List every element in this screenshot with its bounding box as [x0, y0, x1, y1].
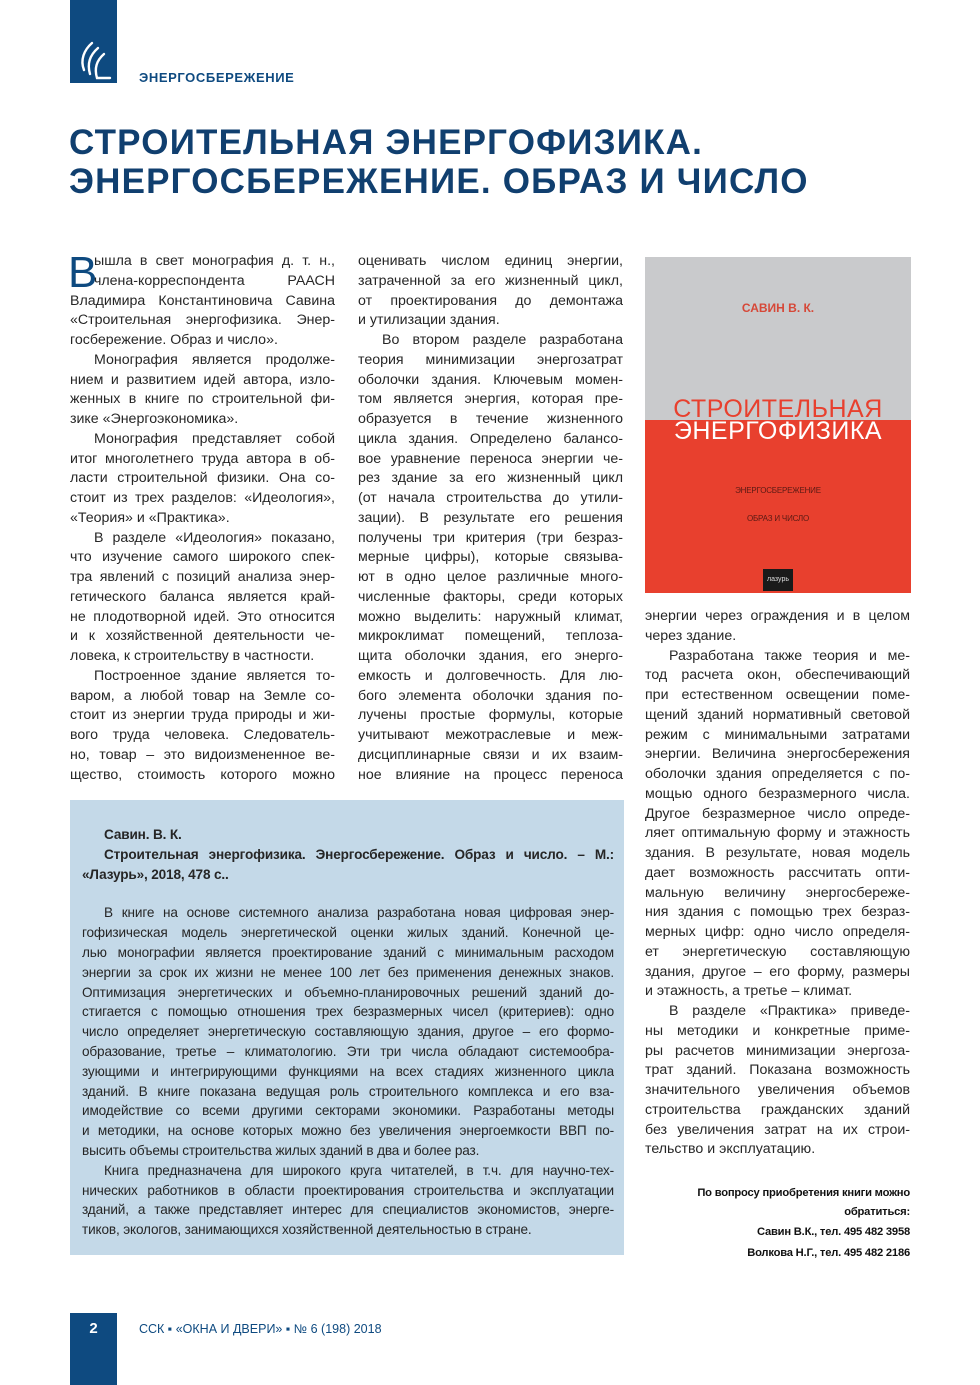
book-description-line: зданий. В книге показана ведущая роль строительного комплекса и его вза-	[82, 1083, 614, 1099]
book-cover-image	[645, 257, 911, 593]
book-citation-line: Строительная энергофизика. Энергосбережение. Образ и число. – М.:	[104, 846, 614, 862]
text-line: ния здания с помощью трех безраз-	[645, 904, 910, 921]
text-line: Владимира Константиновича Савина	[70, 292, 335, 309]
text-line: здания, другое – его форму, размеры	[645, 963, 910, 980]
logo-block	[70, 0, 117, 83]
text-line: мощью одного безразмерного числа.	[645, 785, 910, 802]
text-line: численные факторы, среди которых	[358, 588, 623, 605]
text-line: здания. В результате, новая модель	[645, 845, 910, 861]
text-line: получены три критерия (три безраз-	[358, 529, 623, 546]
book-description-line: энергии за срок их жизни не менее 100 лет без применения денежных знаков.	[82, 964, 614, 980]
text-line: энергии. Величина энергосбережения	[645, 746, 910, 763]
book-description-line: имодействие со всеми другими секторами экономики. Разработаны методы	[82, 1103, 614, 1119]
text-line: «Строительная энергофизика. Энер-	[70, 312, 335, 329]
text-line: ышла в свет монография д. т. н.,	[94, 253, 335, 269]
text-column-1	[68, 248, 335, 785]
book-description-line: число определяет энергетическую составляющую здания, другое – его формо-	[82, 1024, 614, 1040]
book-description-line: высить объемы строительства жилых зданий в два и более раз.	[82, 1142, 480, 1158]
purchase-contacts	[697, 1184, 910, 1262]
text-line: тельство и эксплуатацию.	[645, 1141, 816, 1158]
drop-cap: В	[68, 248, 98, 297]
text-line: лучены простые формулы, которые	[358, 707, 623, 724]
book-description-line: Книга предназначена для широкого круга читателей, в т.ч. для научно-тех-	[104, 1162, 614, 1178]
book-description-line: В книге на основе системного анализа разработана новая цифровая энер-	[104, 905, 614, 921]
text-line: гетического баланса является край-	[70, 588, 335, 605]
text-line: при естественном освещении поме-	[645, 687, 910, 703]
text-line: зике «Энергоэкономика».	[70, 411, 239, 427]
book-description-line: и методики, на основе которых можно без увеличения энергоемкости ВВП по-	[82, 1123, 614, 1139]
text-line: ны методики и конкретные приме-	[645, 1022, 910, 1039]
text-line: через здание.	[645, 627, 737, 644]
text-line: режим с минимальными затратами	[645, 726, 910, 743]
book-description-line: гофизическая модель энергетической оценки жилых зданий. Конечной це-	[82, 925, 614, 941]
text-line: значительного увеличения объемов	[645, 1082, 910, 1098]
text-line: тра явлений с позиций анализа энер-	[70, 569, 335, 585]
book-description-line: зданий, а также представляет интерес для специалистов экономистов, энерге-	[82, 1202, 614, 1218]
text-line: Монография представляет собой	[94, 430, 335, 447]
footer-issue-info: ССК ▪ «ОКНА И ДВЕРИ» ▪ № 6 (198) 2018	[139, 1322, 382, 1336]
text-line: затраченной за его жизненный цикл,	[358, 272, 623, 289]
curved-lines-logo-icon	[70, 0, 117, 83]
text-line: зации). В результате его решения	[358, 509, 623, 526]
text-line: госбережение. Образ и число».	[70, 332, 278, 348]
book-description-line: нических работников в области проектирования строительства и эксплуатации	[82, 1182, 614, 1198]
book-description-line: тиков, экологов, занимающихся хозяйственной деятельностью в стране.	[82, 1222, 532, 1238]
contacts-line: По вопросу приобретения книги можно	[697, 1187, 910, 1199]
page-number: 2	[89, 1320, 98, 1337]
text-line: можно выделить: наружный климат,	[358, 608, 623, 625]
book-info-box	[70, 800, 624, 1255]
book-description-line: зующими и интегрирующими функциями на всех стадиях жизненного цикла	[82, 1063, 614, 1079]
text-line: Разработана также теория и ме-	[669, 647, 910, 664]
book-citation-line: Савин. В. К.	[104, 827, 182, 842]
text-line: «Теория» и «Практика».	[70, 509, 230, 526]
text-line: тод расчета окон, обеспечивающий	[645, 667, 910, 684]
contacts-line: обратиться:	[844, 1205, 910, 1218]
book-info-text	[82, 825, 614, 1240]
text-line: без увеличения затрат на их строи-	[645, 1121, 910, 1138]
text-line: (от начала строительства до утили-	[358, 490, 623, 506]
text-line: оценивать числом единиц энергии,	[358, 253, 623, 269]
text-line: итог многолетнего труда автора в об-	[70, 450, 335, 467]
text-line: ловека, к строительству в частности.	[70, 648, 315, 664]
text-line: стоит из энергии труда природы и жи-	[70, 707, 335, 724]
text-line: энергии через ограждения и в целом	[645, 608, 910, 624]
text-line: теория минимизации энергозатрат	[358, 351, 623, 368]
text-line: емкость и долговечность. Для лю-	[358, 667, 623, 684]
text-line: но, товар – это видоизмененное ве-	[70, 746, 335, 763]
text-line: микроклимат помещений, теплоза-	[358, 628, 623, 645]
text-line: рез здание за его жизненный цикл	[358, 470, 623, 487]
text-line: оболочки здания. Ключевым момен-	[358, 371, 623, 388]
text-line: учитывают межотраслевые и меж-	[358, 727, 623, 743]
text-line: В разделе «Идеология» показано,	[94, 529, 335, 546]
text-line: Другое безразмерное число опреде-	[645, 805, 910, 822]
book-description-line: лью монографии является проектирование зданий с минимальным расходом	[82, 944, 614, 960]
cover-author: САВИН В. К.	[741, 301, 815, 315]
text-line: женных в книге по строительной фи-	[70, 391, 335, 408]
text-line: что изучение самого широкого спек-	[70, 549, 335, 566]
cover-publisher: лазурь	[763, 569, 793, 591]
text-line: ют в одно целое различные много-	[358, 569, 623, 585]
contact-volkova: Волкова Н.Г., тел. 495 482 2186	[747, 1246, 910, 1259]
text-line: ры расчетов минимизации энергоза-	[645, 1042, 910, 1059]
book-description-line: стигается с помощью отношения трех безразмерных чисел (критериев): одно	[82, 1004, 614, 1020]
article-title-line-2: ЭНЕРГОСБЕРЕЖЕНИЕ. ОБРАЗ И ЧИСЛО	[69, 162, 809, 201]
section-label: ЭНЕРГОСБЕРЕЖЕНИЕ	[139, 70, 295, 85]
cover-title-2: ЭНЕРГОФИЗИКА	[673, 417, 883, 445]
text-line: щита оболочки здания, его энерго-	[358, 648, 623, 664]
text-line: щество, стоимость которого можно	[70, 766, 335, 783]
text-line: том является энергия, которая пре-	[358, 391, 623, 408]
cover-subtitle-1: ЭНЕРГОСБЕРЕЖЕНИЕ	[735, 486, 821, 495]
book-citation-line: «Лазурь», 2018, 478 с..	[82, 866, 229, 882]
text-line: и утилизации здания.	[358, 312, 500, 329]
article-title-line-1: СТРОИТЕЛЬНАЯ ЭНЕРГОФИЗИКА.	[69, 123, 704, 162]
text-line: дает возможность рассчитать опти-	[645, 864, 910, 881]
text-line: мерных цифр: одно число определя-	[645, 924, 910, 940]
text-line: дисциплинарные связи и их взаим-	[358, 746, 623, 763]
text-line: бого элемента оболочки здания по-	[358, 687, 623, 704]
text-line: мерные цифры), которые связыва-	[358, 549, 623, 566]
text-line: нием и развитием идей автора, изло-	[70, 371, 335, 388]
book-description-line: образование, третье – климатологию. Эти три числа обладают системообра-	[82, 1043, 614, 1059]
text-line: и к хозяйственной деятельности че-	[70, 628, 335, 645]
text-line: Построенное здание является то-	[94, 667, 335, 684]
text-line: вого труда человека. Следователь-	[70, 727, 335, 743]
text-line: Монография является продолже-	[94, 351, 335, 368]
text-line: ляет оптимальную форму и этажность	[645, 825, 910, 842]
text-line: Во втором разделе разработана	[382, 332, 623, 348]
contact-savin: Савин В.К., тел. 495 482 3958	[756, 1226, 910, 1238]
text-line: и этажность, а третье – климат.	[645, 983, 853, 1000]
text-line: члена-корреспондента РААСН	[94, 272, 335, 289]
cover-title-1: СТРОИТЕЛЬНАЯ	[673, 395, 883, 423]
text-line: вое уравнение переноса энергии че-	[358, 450, 623, 467]
book-description-line: Оптимизация энергетических и объемно-планировочных решений зданий до-	[82, 984, 614, 1000]
text-line: варом, а любой товар на Земле со-	[70, 687, 335, 704]
text-line: мальную величину энергосбереже-	[645, 884, 910, 901]
text-column-3	[645, 607, 910, 1160]
text-line: щений зданий нормативный световой	[645, 706, 910, 723]
text-line: от проектирования до демонтажа	[358, 292, 623, 309]
text-line: стоит из трех разделов: «Идеология»,	[70, 490, 335, 506]
text-line: трат зданий. Показана возможность	[645, 1062, 910, 1079]
text-column-2	[358, 252, 623, 785]
text-line: В разделе «Практика» приведе-	[669, 1003, 910, 1019]
text-line: оболочки здания определяется с по-	[645, 766, 910, 782]
cover-subtitle-2: ОБРАЗ И ЧИСЛО	[746, 514, 809, 523]
text-line: ное влияние на процесс переноса	[358, 766, 623, 783]
text-line: ет энергетическую составляющую	[645, 943, 910, 960]
text-line: цикла здания. Определено балансо-	[358, 430, 623, 447]
text-line: строительства гражданских зданий	[645, 1101, 910, 1118]
text-line: образуется в течение жизненного	[358, 411, 623, 427]
text-line: ласти строительной физики. Она со-	[70, 470, 335, 487]
text-line: не плодотворной идей. Это относится	[70, 608, 335, 625]
